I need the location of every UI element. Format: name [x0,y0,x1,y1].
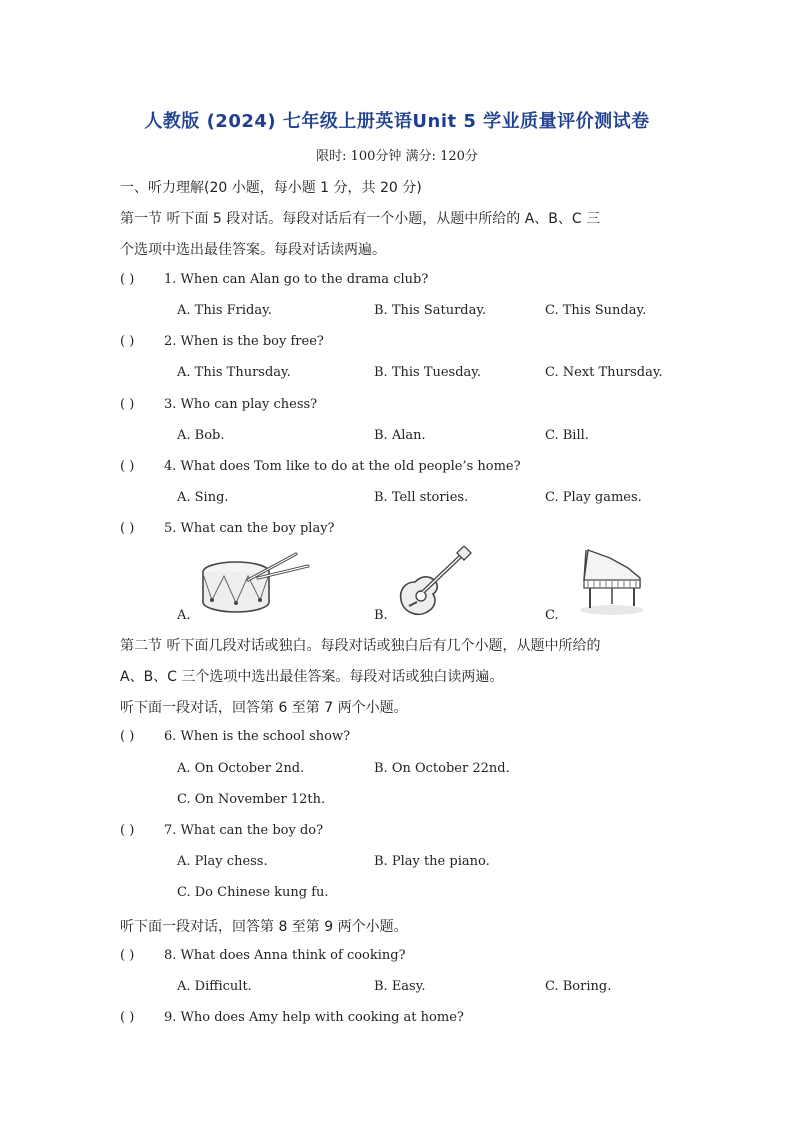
option-c: C. [545,608,559,623]
page-title: 人教版 (2024) 七年级上册英语Unit 5 学业质量评价测试卷 [144,111,650,132]
section2-instruction-line1: 第二节 听下面几段对话或独白。每段对话或独白后有几个小题，从题中所给的 [120,638,601,654]
dialog-instruction: 听下面一段对话，回答第 6 至第 7 两个小题。 [120,700,408,716]
answer-blank[interactable]: ( ) [120,823,135,838]
question-stem: 8. What does Anna think of cooking? [164,948,406,963]
option-c: C. Do Chinese kung fu. [177,885,329,900]
answer-blank[interactable]: ( ) [120,459,135,474]
drum-icon[interactable] [196,550,314,618]
question-stem: 1. When can Alan go to the drama club? [164,272,429,287]
option-a: A. This Thursday. [177,365,291,380]
option-b: B. On October 22nd. [374,761,510,776]
part1-heading: 一、听力理解(20 小题，每小题 1 分，共 20 分) [120,180,422,196]
question-stem: 4. What does Tom like to do at the old people’s home? [164,459,521,474]
option-b: B. [374,608,388,623]
answer-blank[interactable]: ( ) [120,1010,135,1025]
guitar-icon[interactable] [397,546,475,620]
option-b: B. This Tuesday. [374,365,482,380]
answer-blank[interactable]: ( ) [120,272,135,287]
question-stem: 2. When is the boy free? [164,334,324,349]
option-b: B. Easy. [374,979,426,994]
answer-blank[interactable]: ( ) [120,729,135,744]
option-a: A. On October 2nd. [177,761,305,776]
option-b: B. Alan. [374,428,426,443]
option-c: C. On November 12th. [177,792,326,807]
option-b: B. Tell stories. [374,490,469,505]
option-a: A. This Friday. [177,303,272,318]
question-stem: 3. Who can play chess? [164,397,318,412]
option-c: C. Boring. [545,979,612,994]
option-c: C. Next Thursday. [545,365,663,380]
section2-instruction-line2: A、B、C 三个选项中选出最佳答案。每段对话或独白读两遍。 [120,669,504,685]
option-a: A. Difficult. [177,979,252,994]
answer-blank[interactable]: ( ) [120,397,135,412]
option-c: C. Play games. [545,490,642,505]
option-a: A. Play chess. [177,854,268,869]
option-a: A. [177,608,191,623]
option-c: C. This Sunday. [545,303,647,318]
question-stem: 7. What can the boy do? [164,823,324,838]
option-b: B. This Saturday. [374,303,487,318]
question-stem: 9. Who does Amy help with cooking at home? [164,1010,464,1025]
piano-icon[interactable] [570,546,652,618]
answer-blank[interactable]: ( ) [120,334,135,349]
section1-instruction-line2: 个选项中选出最佳答案。每段对话读两遍。 [120,242,386,258]
question-stem: 6. When is the school show? [164,729,351,744]
option-a: A. Bob. [177,428,225,443]
dialog-instruction: 听下面一段对话，回答第 8 至第 9 两个小题。 [120,919,408,935]
option-a: A. Sing. [177,490,229,505]
question-stem: 5. What can the boy play? [164,521,335,536]
time-score-info: 限时: 100分钟 满分: 120分 [316,149,478,164]
answer-blank[interactable]: ( ) [120,521,135,536]
answer-blank[interactable]: ( ) [120,948,135,963]
option-b: B. Play the piano. [374,854,490,869]
option-c: C. Bill. [545,428,589,443]
section1-instruction-line1: 第一节 听下面 5 段对话。每段对话后有一个小题，从题中所给的 A、B、C 三 [120,211,601,227]
